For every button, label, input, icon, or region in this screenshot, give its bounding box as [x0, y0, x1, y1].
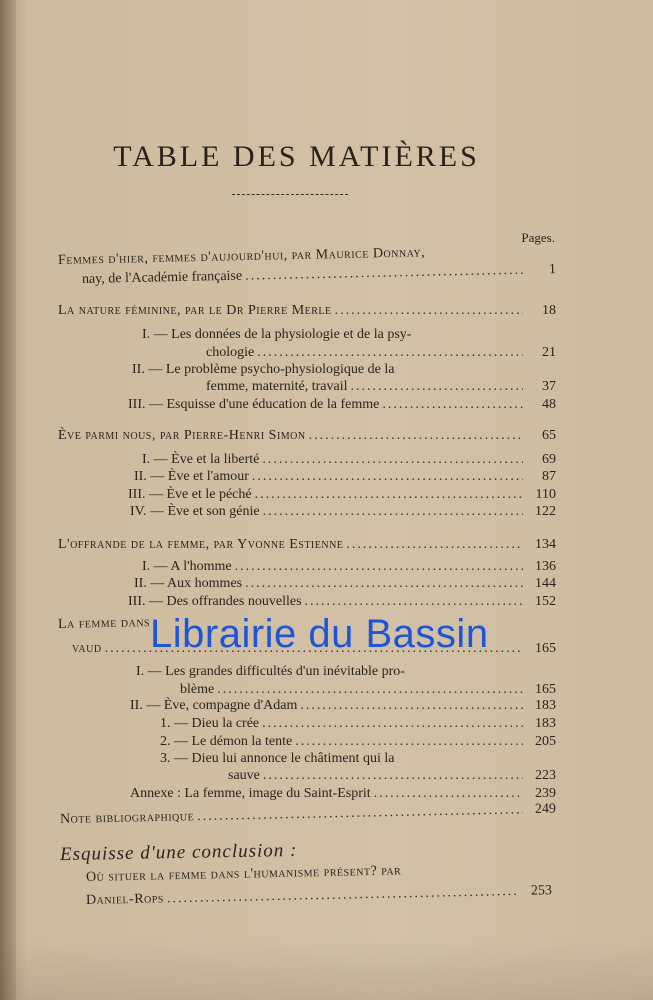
toc-page-number: 144 — [535, 576, 556, 591]
toc-entry — [58, 537, 556, 553]
toc-entry — [130, 786, 556, 802]
toc-page-number: 136 — [535, 559, 556, 574]
toc-entry-text: Annexe : La femme, image du Saint-Esprit — [130, 786, 371, 801]
toc-entry — [206, 345, 556, 361]
toc-entry-text: I. — Ève et la liberté — [142, 452, 260, 467]
toc-entry — [228, 768, 556, 784]
toc-page-number: 183 — [535, 698, 556, 713]
toc-entry — [206, 379, 556, 395]
toc-entry-text: L'offrande de la femme, par Yvonne Estienne — [58, 537, 344, 552]
toc-page-number: 134 — [535, 537, 556, 552]
toc-entry-line: II. — Le problème psycho-physiologique de la — [132, 362, 395, 377]
toc-entry-text: vaud — [72, 641, 102, 656]
toc-page-number: 110 — [535, 487, 556, 502]
toc-entry — [130, 698, 556, 714]
toc-entry-line: I. — Les grandes difficultés d'un inévitable pro- — [136, 664, 405, 679]
toc-entry — [128, 487, 556, 503]
toc-page-number: 239 — [535, 786, 556, 801]
toc-entry — [128, 397, 556, 413]
toc-entry-text: III. — Des offrandes nouvelles — [128, 594, 302, 609]
toc-entry — [130, 504, 556, 520]
toc-entry-text: IV. — Ève et son génie — [130, 504, 260, 519]
pages-column-header: Pages. — [521, 230, 555, 245]
toc-entry — [86, 883, 552, 909]
toc-entry — [160, 734, 556, 750]
toc-entry-text: II. — Ève et l'amour — [134, 469, 249, 484]
toc-page-number: 37 — [542, 379, 556, 394]
toc-entry — [58, 428, 556, 444]
toc-page-number: 165 — [535, 682, 556, 697]
toc-entry — [134, 469, 556, 485]
toc-entry-text: II. — Aux hommes — [134, 576, 243, 591]
toc-page-number: 87 — [542, 469, 556, 484]
toc-entry-text: 2. — Le démon la tente — [160, 734, 293, 749]
toc-entry — [142, 452, 556, 468]
toc-entry-text: Daniel-Rops — [85, 891, 165, 908]
toc-page-number: 152 — [535, 594, 556, 609]
toc-entry-text: Ève parmi nous, par Pierre-Henri Simon — [58, 428, 306, 443]
toc-page-number: 69 — [542, 452, 556, 467]
toc-entry-line: I. — Les données de la physiologie et de la psy- — [142, 327, 412, 342]
toc-page-number: 249 — [534, 801, 557, 818]
toc-entry-text: 1. — Dieu la crée — [160, 716, 260, 731]
toc-page-number: 205 — [535, 734, 556, 749]
title-rule — [232, 194, 348, 195]
toc-page-number: 253 — [530, 883, 553, 899]
toc-entry — [160, 716, 556, 732]
toc-entry-text: femme, maternité, travail — [206, 379, 348, 394]
toc-page-number: 165 — [535, 641, 556, 656]
toc-page-number: 1 — [548, 262, 557, 278]
toc-page-number: 18 — [542, 303, 556, 318]
toc-entry-text: Note bibliographique — [59, 809, 195, 827]
toc-entry-text: nay, de l'Académie française — [81, 268, 243, 287]
toc-page-number: 183 — [535, 716, 556, 731]
toc-entry — [58, 303, 556, 319]
toc-entry-line: La femme dans — [57, 615, 151, 632]
toc-entry-line: Où situer la femme dans l'humanisme présent? par — [85, 863, 402, 885]
toc-entry-text: III. — Esquisse d'une éducation de la femme — [128, 397, 380, 412]
page-shadow — [0, 940, 653, 1000]
toc-entry-line: Femmes d'hier, femmes d'aujourd'hui, par Maurice Donnay, — [57, 245, 426, 268]
toc-entry-text: III. — Ève et le péché — [128, 487, 252, 502]
toc-entry — [142, 559, 556, 575]
toc-entry-text: blème — [180, 682, 215, 697]
toc-page-number: 48 — [542, 397, 556, 412]
toc-page-number: 21 — [542, 345, 556, 360]
toc-entry-text: sauve — [228, 768, 260, 783]
toc-entry-text: I. — A l'homme — [142, 559, 232, 574]
toc-entry-text: chologie — [206, 345, 255, 360]
toc-page-number: 223 — [535, 768, 556, 783]
page-title: TABLE DES MATIÈRES — [113, 140, 480, 173]
toc-page-number: 65 — [542, 428, 556, 443]
toc-entry — [180, 682, 556, 698]
watermark-text: Librairie du Bassin — [150, 612, 489, 656]
toc-entry — [128, 594, 556, 610]
toc-entry-text: La nature féminine, par le Dr Pierre Merle — [58, 303, 332, 318]
toc-entry-text: II. — Ève, compagne d'Adam — [130, 698, 298, 713]
toc-entry — [60, 802, 556, 828]
toc-entry-line: 3. — Dieu lui annonce le châtiment qui la — [160, 751, 395, 766]
toc-page-number: 122 — [535, 504, 556, 519]
section-heading: Esquisse d'une conclusion : — [59, 839, 298, 866]
toc-entry — [134, 576, 556, 592]
